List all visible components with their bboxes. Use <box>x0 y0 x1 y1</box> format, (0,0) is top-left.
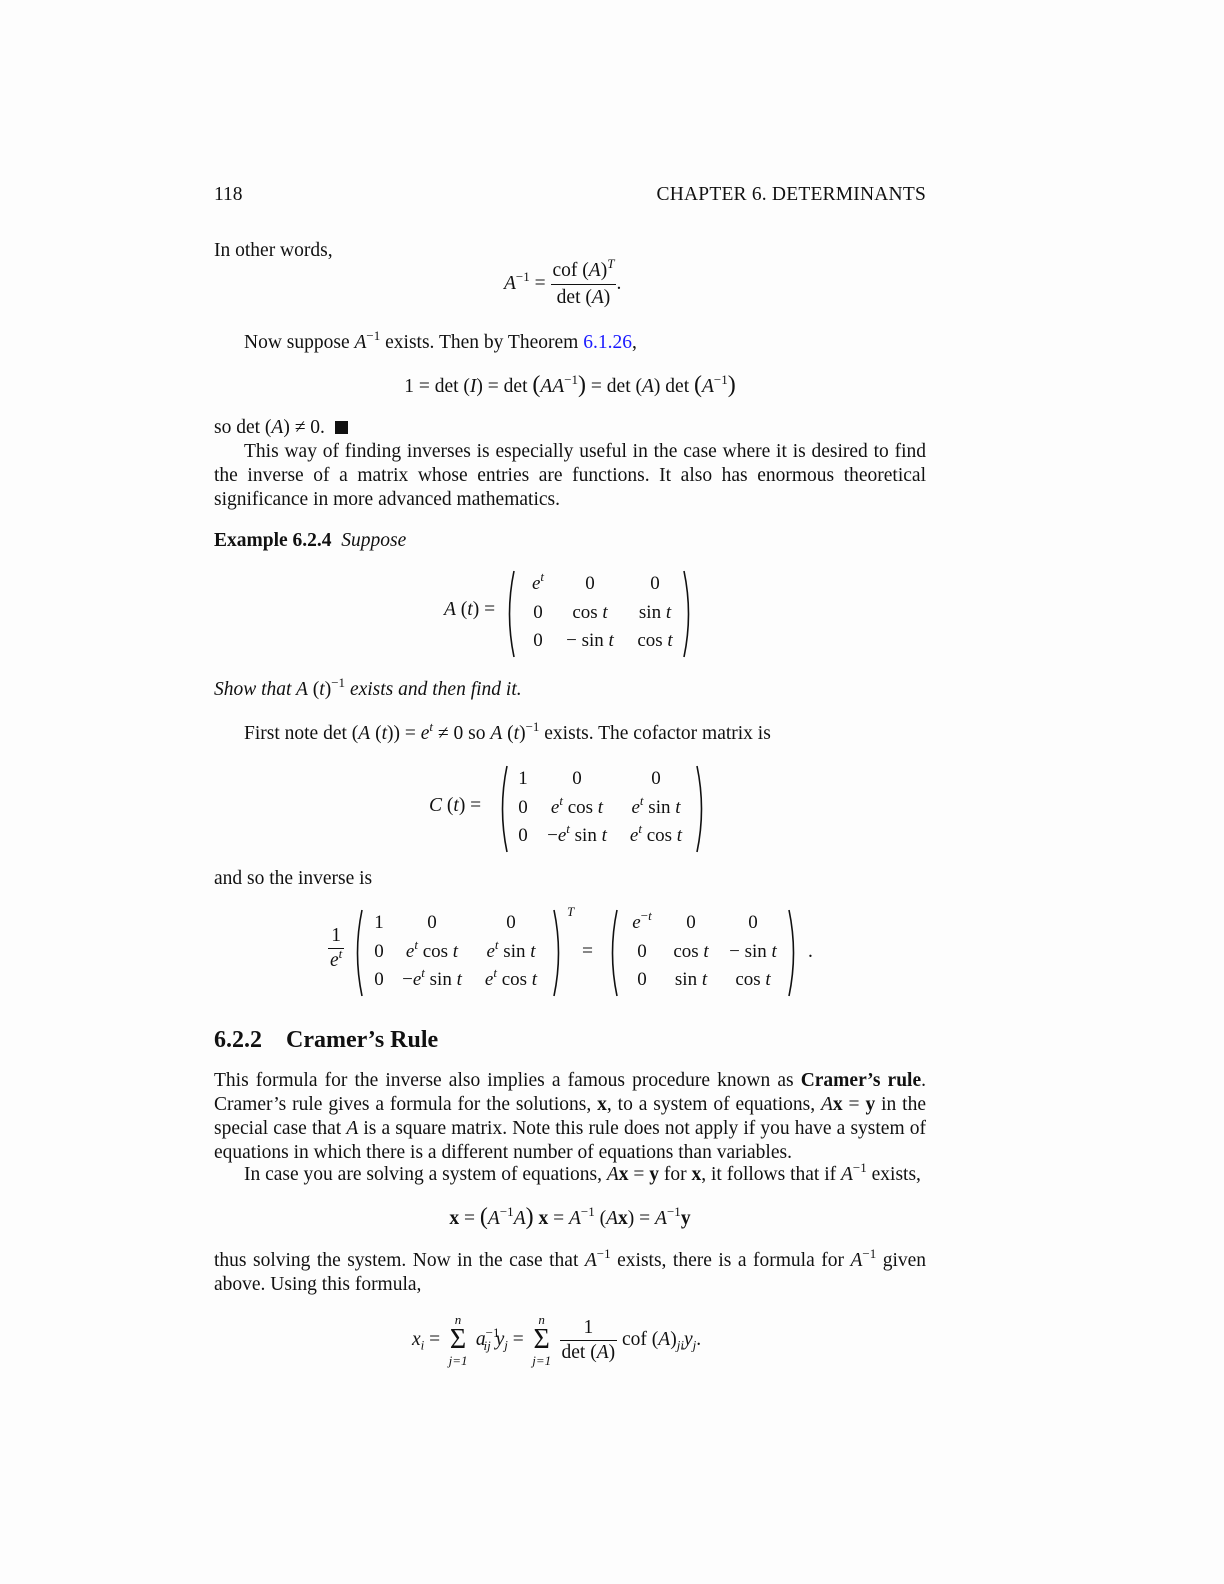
equation-a-t-label: A (t) = <box>444 599 496 620</box>
left-paren-icon <box>504 569 516 659</box>
paragraph-cramer-intro: This formula for the inverse also implies a famous procedure known as Cramer’s rule. Cramer’s rule gives a formula for the solutions, x, to a system of equations, Ax = y in the special case that A is a square matrix. Note this rule does not apply if you have a system of equations in which there is a different number of equations than variables. <box>214 1070 926 1163</box>
theorem-link[interactable]: 6.1.26 <box>583 332 632 353</box>
left-paren-icon <box>607 908 619 998</box>
right-paren-icon <box>682 569 694 659</box>
paragraph-first-note: First note det (A $(t)) = e^t \ne 0$ so A $(t)^{-1}$ exists. The cofactor matrix is <box>244 719 771 744</box>
left-paren-icon <box>352 908 364 998</box>
example-heading: Example 6.2.4 Suppose <box>214 530 407 551</box>
section-heading <box>214 1028 438 1052</box>
document-page <box>214 0 926 1584</box>
right-paren-icon <box>787 908 799 998</box>
transpose-superscript: T <box>567 904 575 919</box>
chapter-title: CHAPTER 6. DETERMINANTS <box>656 184 926 205</box>
equation-inverse-formula: $A^{-1}$ = $\frac{cof (A)^T}{\det (A)}$ . <box>504 256 622 308</box>
matrix-c: 1 0 0 0 $e^t$ cos t $e^t$ sin t 0 $-e^t$ sin t $e^t$ cos t <box>497 764 707 854</box>
matrix-c-transpose: 1 0 0 0 $e^t$ cos t $e^t$ sin t 0 $-e^t$ sin t $e^t$ cos t <box>352 908 564 998</box>
paragraph-now-suppose: Now suppose $A^{-1}$ exists. Then by Theorem 6.1.26, <box>244 328 637 353</box>
paragraph-thus-solving: thus solving the system. Now in the case that $A^{-1}$ exists, there is a formula for $A^{-1}$ given above. Using this formula, <box>214 1246 927 1295</box>
section-title: Cramer’s Rule <box>286 1027 439 1053</box>
paragraph-cramer-case: In case you are solving a system of equations, Ax = y for x, it follows that if $A^{-1}$ exists, <box>244 1160 921 1185</box>
right-paren-icon <box>695 764 707 854</box>
fraction-one-over-et: $\frac{1}{e^t}$ <box>330 925 343 971</box>
right-paren-icon <box>552 908 564 998</box>
paragraph-show-that: Show that A $(t)^{-1}$ exists and then find it. <box>214 675 522 700</box>
page-number: 118 <box>214 184 243 205</box>
equation-x-solution: $x = (A^{-1}A) x = A^{-1}$ $(Ax) = A^{-1}y$ <box>449 1204 691 1230</box>
equation-cramer-sum: $x_i$ = n Σ j=1 $a^{-1}_{ij}$ $y_j$ = n Σ j=1 $\frac{1}{\det (A)}$ cof $(A)_{ji}y_j$. <box>412 1312 702 1368</box>
equation-det-identity: $1 = \det (I) = \det (AA^{-1}) = \det (A)$ $\det (A^{-1})$ <box>404 372 736 398</box>
matrix-inverse: $e^{-t}$ 0 0 0 cos t − sin t 0 sin t cos t <box>607 908 801 998</box>
left-paren-icon <box>497 764 509 854</box>
equation-c-t-label: C (t) = <box>429 795 482 816</box>
matrix-a: $e^t$ 0 0 0 cos t sin t 0 − sin t cos t <box>504 569 694 659</box>
section-number: 6.2.2 <box>214 1027 262 1053</box>
paragraph-so-det: so det (A) ≠ 0. <box>214 416 926 440</box>
qed-square-icon <box>335 421 348 434</box>
paragraph-and-so: and so the inverse is <box>214 868 373 889</box>
period: . <box>808 941 813 962</box>
paragraph-this-way: This way of finding inverses is especially useful in the case where it is desired to find the inverse of a matrix whose entries are functions. It also has enormous theoretical significance in more advanced mathematics. <box>214 441 926 510</box>
paragraph-in-other-words: In other words, <box>214 240 333 261</box>
equals-sign: = <box>582 941 593 962</box>
